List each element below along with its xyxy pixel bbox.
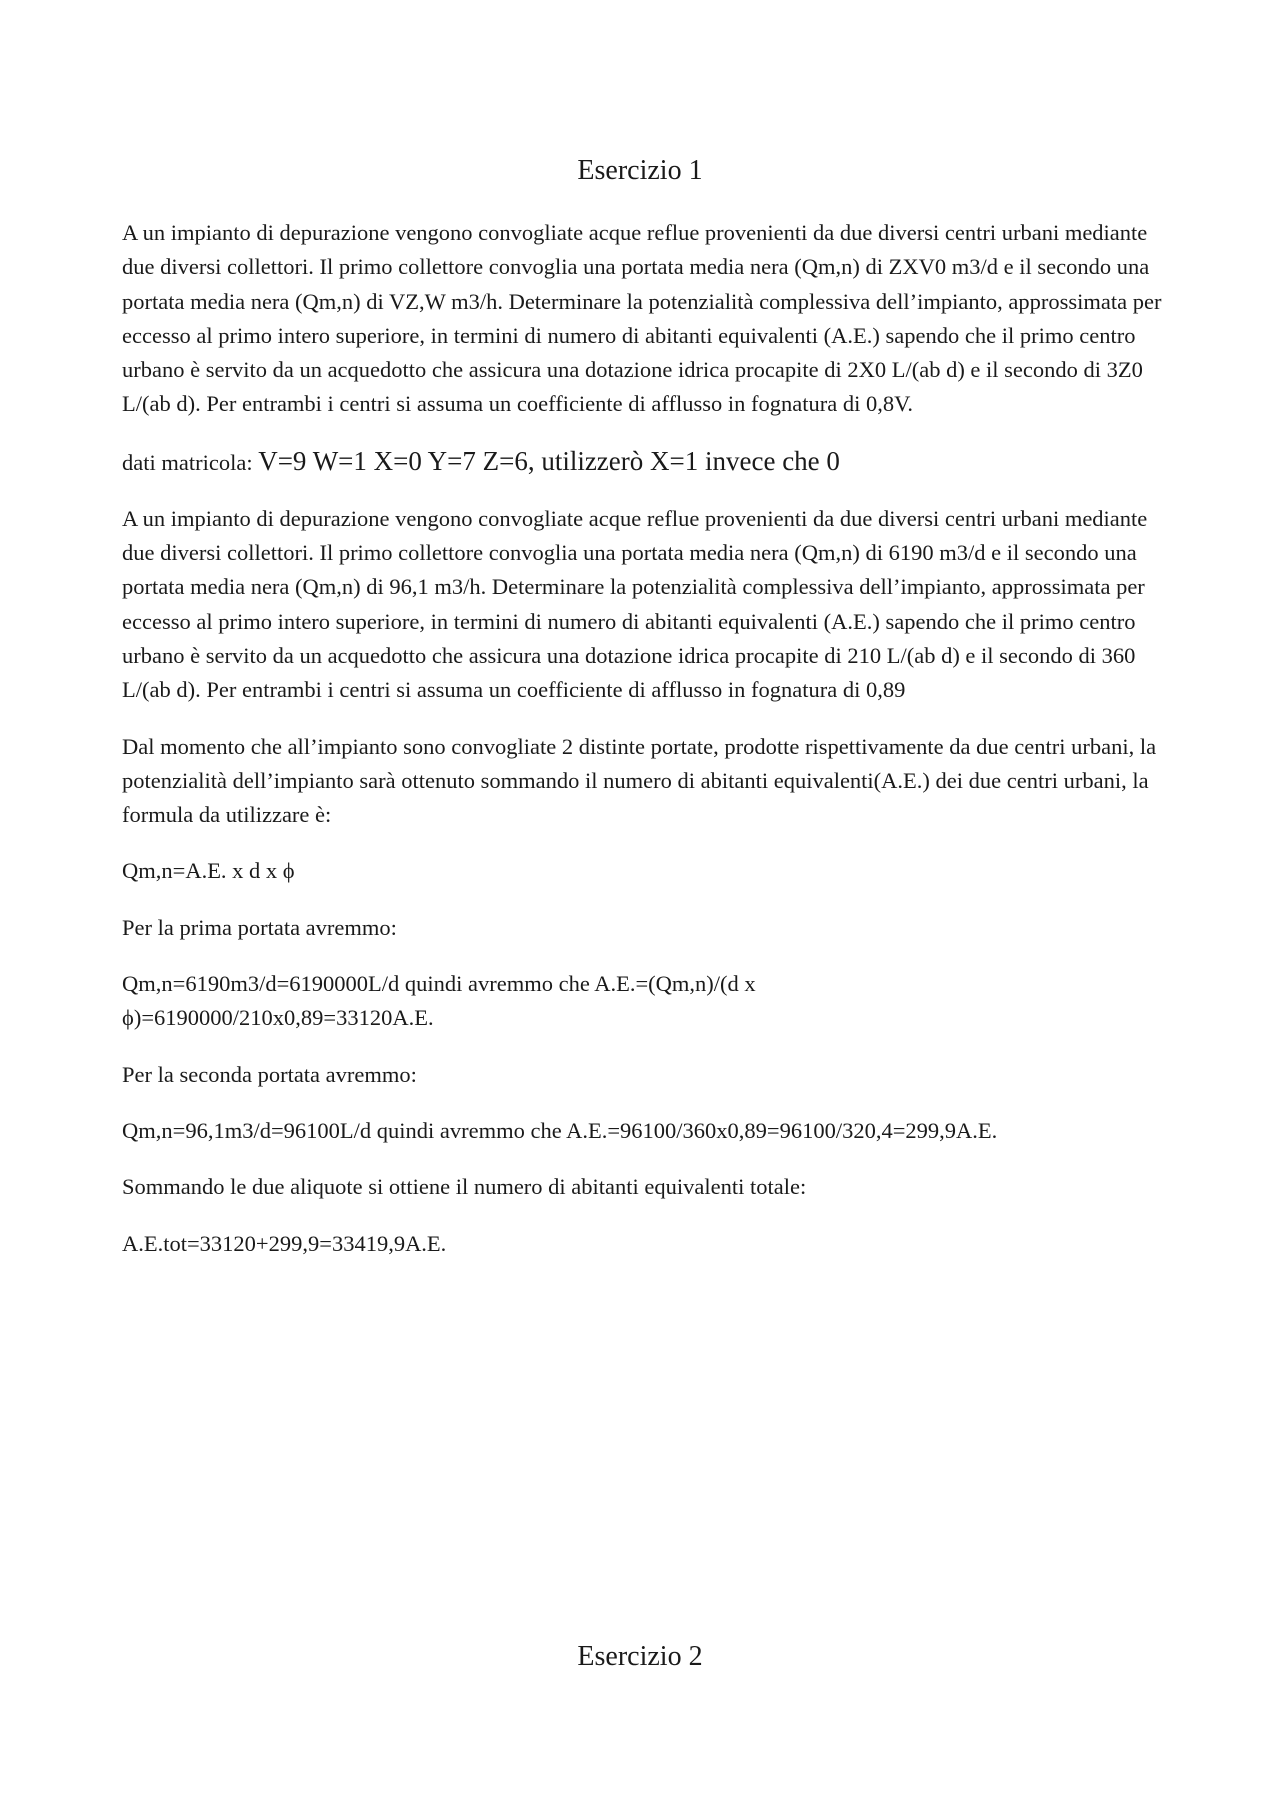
matricola-values: V=9 W=1 X=0 Y=7 Z=6, utilizzerò X=1 invece che 0: [258, 445, 840, 476]
matricola-label: dati matricola:: [122, 449, 259, 475]
first-flow-calculation-line-1: Qm,n=6190m3/d=6190000L/d quindi avremmo che A.E.=(Qm,n)/(d x: [122, 971, 756, 997]
second-flow-calculation: Qm,n=96,1m3/d=96100L/d quindi avremmo che A.E.=96100/360x0,89=96100/320,4=299,9A.E.: [122, 1117, 998, 1143]
exercise-1-heading: Esercizio 1: [577, 155, 703, 186]
first-flow-calculation-line-2: ϕ)=6190000/210x0,89=33120A.E.: [122, 1005, 434, 1031]
matricola-data: [122, 444, 1167, 480]
exercise-2-heading: Esercizio 2: [577, 1641, 703, 1672]
total-result: A.E.tot=33120+299,9=33419,9A.E.: [122, 1230, 447, 1256]
first-flow-heading: Per la prima portata avremmo:: [122, 914, 397, 940]
formula: Qm,n=A.E. x d x ϕ: [122, 858, 295, 884]
solution-intro: Dal momento che all’impianto sono convogliate 2 distinte portate, prodotte rispettivamente da due centri urbani, la potenzialità dell’impianto sarà ottenuto sommando il numero di abitanti equivalenti(A.E.) dei due centri urbani, la formula da utilizzare è:: [122, 733, 1157, 828]
problem-statement-template: A un impianto di depurazione vengono convogliate acque reflue provenienti da due diversi centri urbani mediante due diversi collettori. Il primo collettore convoglia una portata media nera (Qm,n) di ZXV0 m3/d e il secondo una portata media nera (Qm,n) di VZ,W m3/h. Determinare la potenzialità complessiva dell’impianto, approssimata per eccesso al primo intero superiore, in termini di numero di abitanti equivalenti (A.E.) sapendo che il primo centro urbano è servito da un acquedotto che assicura una dotazione idrica procapite di 2X0 L/(ab d) e il secondo di 3Z0 L/(ab d). Per entrambi i centri si assuma un coefficiente di afflusso in fognatura di 0,8V.: [122, 220, 1162, 417]
first-flow-calculation: [122, 967, 1167, 1036]
problem-statement-filled: A un impianto di depurazione vengono convogliate acque reflue provenienti da due diversi centri urbani mediante due diversi collettori. Il primo collettore convoglia una portata media nera (Qm,n) di 6190 m3/d e il secondo una portata media nera (Qm,n) di 96,1 m3/h. Determinare la potenzialità complessiva dell’impianto, approssimata per eccesso al primo intero superiore, in termini di numero di abitanti equivalenti (A.E.) sapendo che il primo centro urbano è servito da un acquedotto che assicura una dotazione idrica procapite di 210 L/(ab d) e il secondo di 360 L/(ab d). Per entrambi i centri si assuma un coefficiente di afflusso in fognatura di 0,89: [122, 505, 1148, 703]
second-flow-heading: Per la seconda portata avremmo:: [122, 1061, 417, 1087]
sum-intro: Sommando le due aliquote si ottiene il numero di abitanti equivalenti totale:: [122, 1174, 807, 1200]
document-body: [122, 216, 1167, 1283]
